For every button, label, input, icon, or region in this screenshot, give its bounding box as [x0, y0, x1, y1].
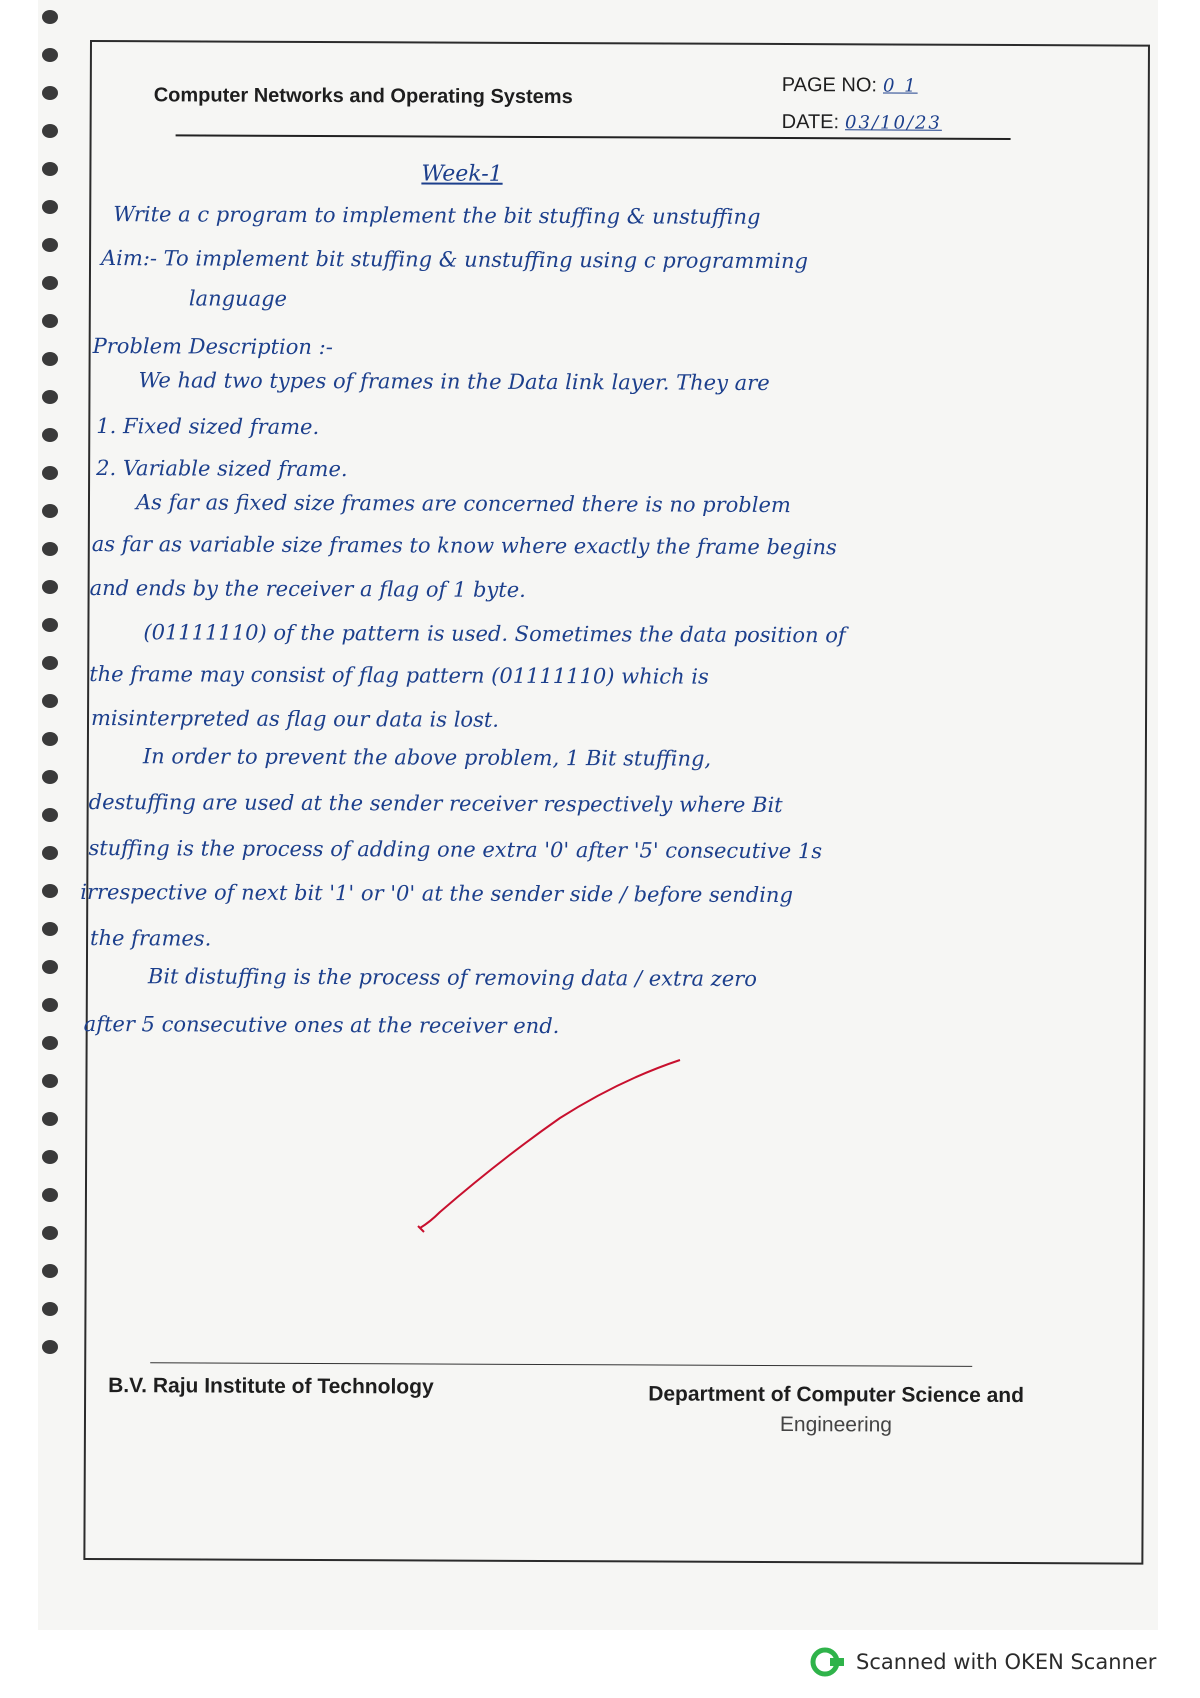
page-number-value: 0 1 — [882, 75, 918, 97]
date-label: DATE: — [781, 111, 840, 134]
text-line: As far as fixed size frames are concerned there is no problem — [135, 490, 791, 518]
spiral-binding — [40, 10, 62, 1490]
oken-scanner-logo-icon — [810, 1647, 844, 1677]
text-line: the frame may consist of flag pattern (01111110) which is — [89, 662, 709, 689]
text-line: 1. Fixed sized frame. — [96, 414, 320, 440]
page-meta — [782, 67, 943, 142]
text-line: 2. Variable sized frame. — [96, 456, 348, 482]
text-line: language — [188, 286, 288, 311]
text-line: stuffing is the process of adding one extra '0' after '5' consecutive 1s — [88, 836, 823, 864]
text-line: We had two types of frames in the Data link layer. They are — [138, 368, 770, 395]
text-line: and ends by the receiver a flag of 1 byte. — [89, 576, 526, 602]
text-line: Write a c program to implement the bit stuffing & unstuffing — [113, 202, 761, 229]
department-name — [626, 1379, 1046, 1441]
text-line: Problem Description :- — [92, 334, 333, 360]
text-line: Aim:- To implement bit stuffing & unstuffing using c programming — [100, 246, 809, 274]
footer-rule — [150, 1362, 972, 1367]
scanner-watermark — [810, 1644, 1156, 1680]
page-border — [80, 40, 1150, 1565]
week-heading: Week-1 — [421, 161, 503, 187]
scanner-watermark-text: Scanned with OKEN Scanner — [856, 1650, 1157, 1674]
text-line: after 5 consecutive ones at the receiver end. — [83, 1011, 560, 1039]
text-line: (01111110) of the pattern is used. Sometimes the data position of — [143, 620, 846, 648]
date-value: 03/10/23 — [845, 112, 942, 134]
text-line: Bit distuffing is the process of removing data / extra zero — [147, 964, 757, 991]
institute-name: B.V. Raju Institute of Technology — [108, 1374, 434, 1399]
text-line: the frames. — [90, 926, 212, 951]
course-title: Computer Networks and Operating Systems — [153, 84, 573, 109]
text-line: misinterpreted as flag our data is lost. — [90, 706, 500, 732]
text-line: In order to prevent the above problem, 1 Bit stuffing, — [142, 744, 712, 771]
text-line: irrespective of next bit '1' or '0' at the sender side / before sending — [80, 879, 793, 908]
text-line: destuffing are used at the sender receiver respectively where Bit — [88, 790, 783, 818]
text-line: as far as variable size frames to know where exactly the frame begins — [91, 532, 837, 560]
department-line-2: Engineering — [779, 1413, 893, 1437]
department-line-1: Department of Computer Science and — [648, 1382, 1025, 1408]
page-number-label: PAGE NO: — [781, 74, 878, 97]
